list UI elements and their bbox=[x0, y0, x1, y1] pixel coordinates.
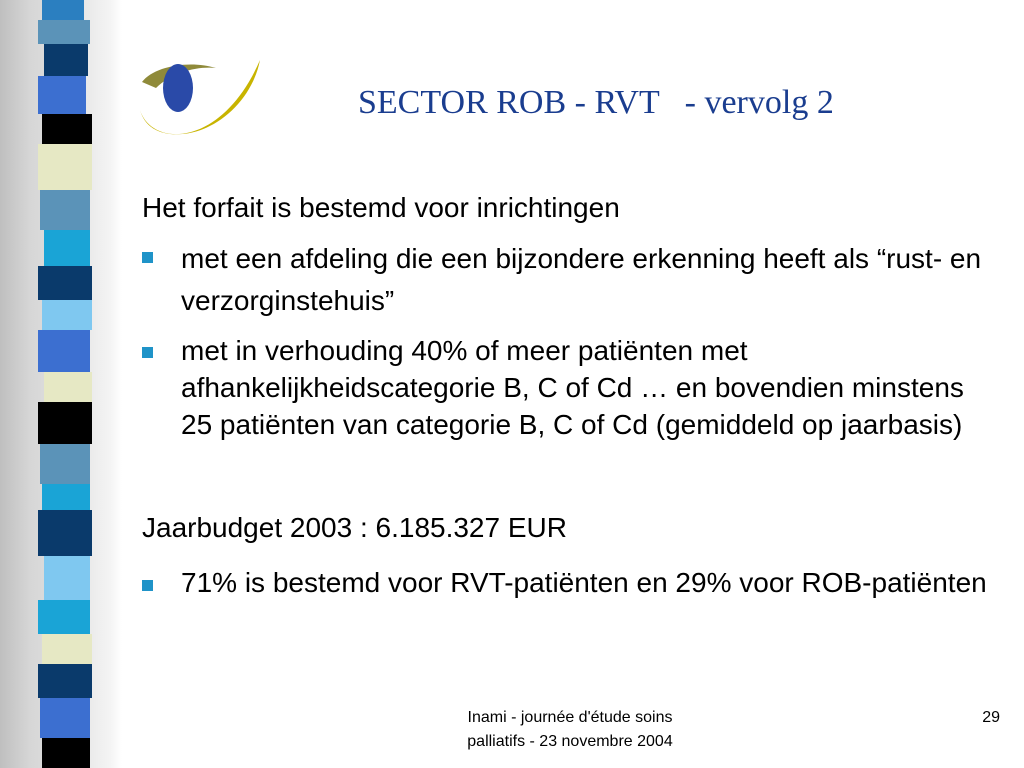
stripe bbox=[38, 664, 92, 698]
square-bullet-icon bbox=[142, 347, 153, 358]
list-item bbox=[142, 564, 992, 640]
stripe bbox=[44, 372, 92, 402]
stripe bbox=[42, 634, 92, 664]
stripe bbox=[38, 76, 86, 114]
decorative-stripe-bar bbox=[38, 0, 98, 768]
logo bbox=[112, 52, 272, 152]
stripe bbox=[40, 698, 90, 738]
stripe bbox=[42, 300, 92, 330]
stripe bbox=[44, 44, 88, 76]
bullet-text: met in verhouding 40% of meer patiënten met afhankelijkheidscategorie B, C of Cd … en bovendien minstens 25 patiënten van categorie B, C of Cd (gemiddeld op jaarbasis) bbox=[181, 335, 964, 440]
footer bbox=[420, 706, 720, 754]
stripe bbox=[40, 444, 90, 484]
footer-line: palliatifs - 23 novembre 2004 bbox=[467, 733, 673, 750]
stripe bbox=[42, 738, 90, 768]
eye-logo-icon bbox=[112, 52, 272, 152]
stripe bbox=[40, 190, 90, 230]
slide-title: SECTOR ROB - RVT - vervolg 2 bbox=[358, 84, 834, 121]
stripe bbox=[42, 114, 92, 144]
stripe bbox=[42, 484, 90, 510]
stripe bbox=[42, 0, 84, 20]
square-bullet-icon bbox=[142, 252, 153, 263]
list-item bbox=[142, 332, 992, 482]
stripe bbox=[38, 20, 90, 44]
logo-blue-oval bbox=[163, 64, 193, 112]
stripe bbox=[38, 402, 92, 444]
stripe bbox=[38, 600, 90, 634]
intro-text: Het forfait is bestemd voor inrichtingen bbox=[142, 192, 620, 223]
bullet-text: met een afdeling die een bijzondere erkenning heeft als “rust- en verzorginstehuis” bbox=[181, 243, 982, 316]
stripe bbox=[44, 556, 90, 600]
footer-line: Inami - journée d'étude soins bbox=[467, 709, 673, 726]
stripe bbox=[38, 330, 90, 372]
stripe bbox=[44, 230, 90, 266]
stripe bbox=[38, 144, 92, 190]
list-item bbox=[142, 238, 992, 320]
stripe bbox=[38, 510, 92, 556]
stripe bbox=[38, 266, 92, 300]
square-bullet-icon bbox=[142, 580, 153, 591]
budget-text: Jaarbudget 2003 : 6.185.327 EUR bbox=[142, 512, 567, 543]
page-number: 29 bbox=[982, 709, 1000, 726]
bullet-text: 71% is bestemd voor RVT-patiënten en 29% voor ROB-patiënten bbox=[181, 567, 987, 598]
